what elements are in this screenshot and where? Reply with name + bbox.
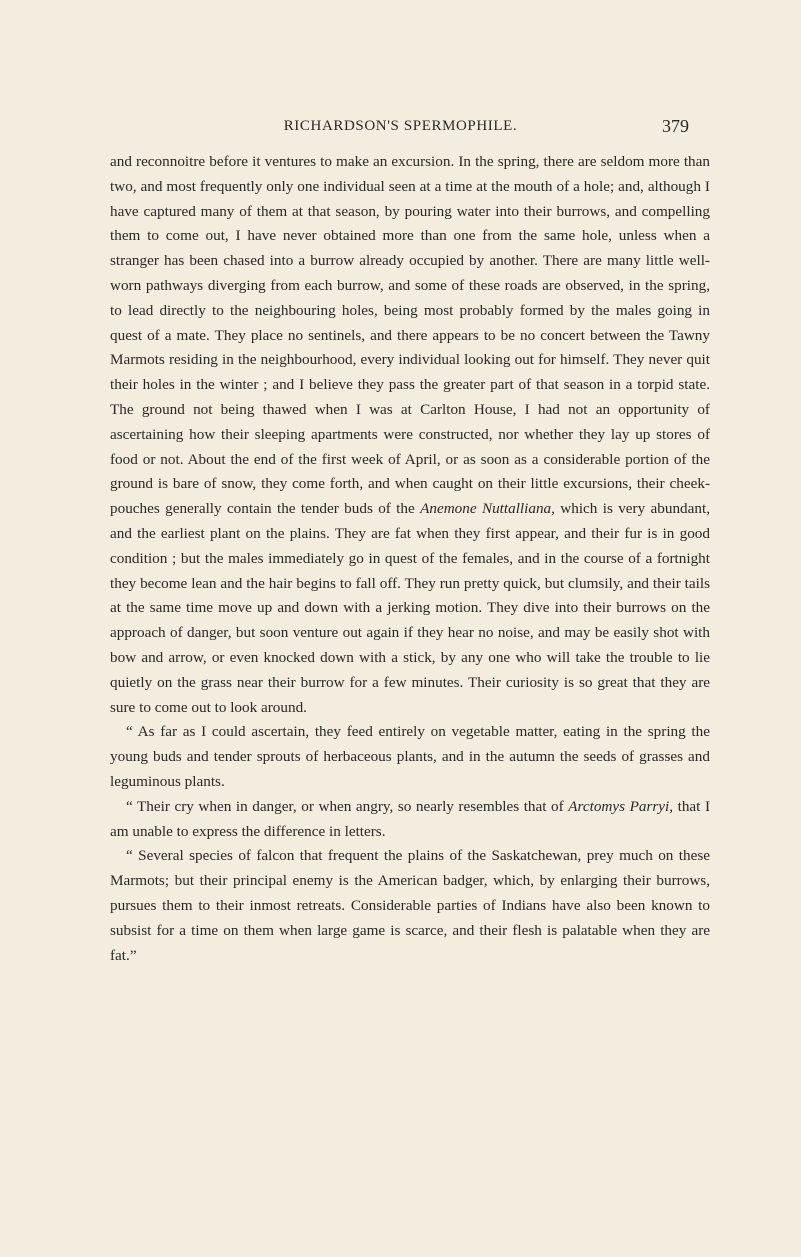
text-run: “ Their cry when in danger, or when angry, so nearly resembles that of: [126, 797, 569, 815]
running-title: RICHARDSON'S SPERMOPHILE.: [283, 118, 518, 134]
text-run: and reconnoitre before it ventures to make an excursion. In the spring, there are seldom more than two, and most frequently only one individual seen at a time at the mouth of a hole; and, although I have captured many of them at that season, by pouring water into their burrows, and compelling them to come out, I have never obtained more than one from the same hole, unless when a stranger has been chased into a burrow already occupied by another. There are many little well-worn pathways diverging from each burrow, and some of these roads are observed, in the spring, to lead directly to the neighbouring holes, being most probably formed by the males going in quest of a mate. They place no sentinels, and there appears to be no concert between the Tawny Marmots residing in the neighbourhood, every individual looking out for himself. They never quit their holes in the winter ; and I believe they pass the greater part of that season in a torpid state. The ground not being thawed when I was at Carlton House, I had not an opportunity of ascertaining how their sleeping apartments were constructed, nor whether they lay up stores of food or not. About the end of the first week of April, or as soon as a considerable portion of the ground is bare of snow, they come forth, and when caught on their little excursions, their cheek-pouches generally contain the tender buds of the: [110, 153, 710, 518]
text-run: “ Several species of falcon that frequent the plains of the Saskatchewan, prey much on these Marmots; but their principal enemy is the American badger, which, by enlarging their burrows, pursues them to their inmost retreats. Considerable parties of Indians have also been known to subsist for a time on them when large game is scarce, and their flesh is palatable when they are fat.”: [110, 847, 710, 964]
paragraph-2: [110, 720, 710, 794]
text-run: which is very abundant, and the earliest plant on the plains. They are fat when they first appear, and their fur is in good condition ; but the males immediately go in quest of the females, and in the course of a fortnight they become lean and the hair begins to fall off. They run pretty quick, but clumsily, and their tails at the same time move up and down with a jerking motion. They dive into their burrows on the approach of danger, but soon venture out again if they hear no noise, and may be easily shot with bow and arrow, or even knocked down with a stick, by any one who will take the trouble to lie quietly on the grass near their burrow for a few minutes. Their curiosity is so great that they are sure to come out to look around.: [110, 500, 710, 716]
species-name-anemone: Anemone Nuttalliana,: [420, 500, 555, 518]
page-number: 379: [662, 116, 689, 136]
species-name-arctomys: Arctomys Parryi,: [568, 797, 674, 815]
running-head: [0, 118, 801, 140]
paragraph-3: [110, 795, 710, 845]
paragraph-1: [110, 150, 710, 720]
paragraph-4: [110, 844, 710, 968]
text-run: “ As far as I could ascertain, they feed entirely on vegetable matter, eating in the spring the young buds and tender sprouts of herbaceous plants, and in the autumn the seeds of grasses and leguminous plants.: [110, 723, 710, 790]
body-text: [110, 150, 710, 968]
text-run: that I am unable to express the difference in letters.: [110, 797, 710, 840]
